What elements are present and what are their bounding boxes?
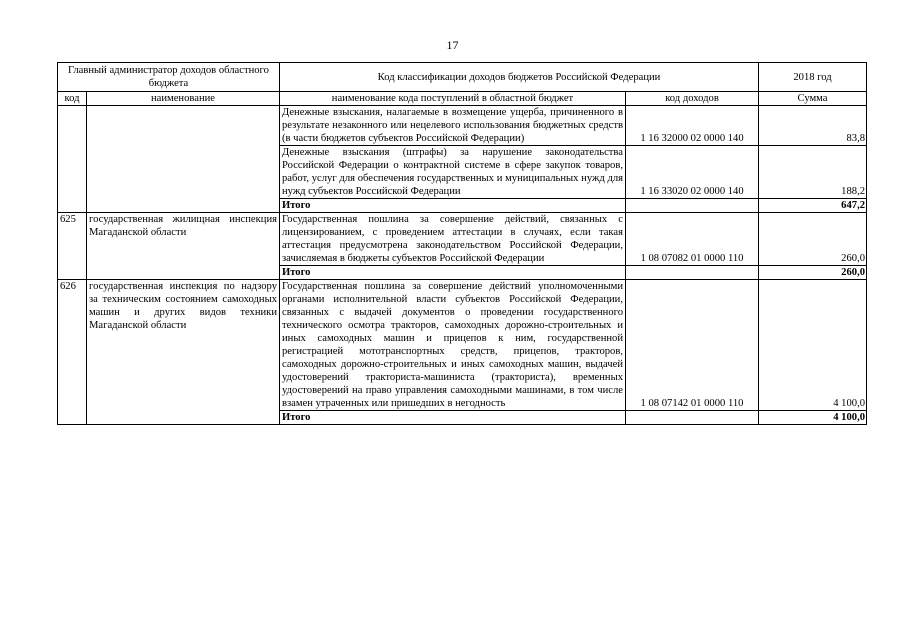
- income-sum: 4 100,0: [759, 280, 867, 411]
- admin-name-cell: государственная жилищная инспекция Магаданской области: [87, 213, 280, 280]
- income-sum: 188,2: [759, 146, 867, 199]
- income-code: 1 08 07082 01 0000 110: [626, 213, 759, 266]
- page-number: 17: [446, 38, 459, 52]
- total-sum: 260,0: [759, 266, 867, 280]
- income-code: 1 16 33020 02 0000 140: [626, 146, 759, 199]
- income-sum: 83,8: [759, 106, 867, 146]
- total-sum: 4 100,0: [759, 411, 867, 425]
- header-row-2: [58, 92, 867, 106]
- income-description: Денежные взыскания, налагаемые в возмещение ущерба, причиненного в результате незаконного или нецелевого использования бюджетных средств (в части бюджетов субъектов Российской Федерации): [280, 106, 626, 146]
- total-empty-cell: [626, 266, 759, 280]
- admin-code-cell: 625: [58, 213, 87, 280]
- total-label: Итого: [280, 266, 626, 280]
- admin-name-cell: [87, 106, 280, 213]
- table-row: [58, 280, 867, 411]
- col-code-header: код: [58, 92, 87, 106]
- total-label: Итого: [280, 411, 626, 425]
- classification-group-header: Код классификации доходов бюджетов Российской Федерации: [280, 63, 759, 92]
- income-description: Денежные взыскания (штрафы) за нарушение законодательства Российской Федерации о контрактной системе в сфере закупок товаров, работ, услуг для обеспечения государственных и муниципальных нужд для нужд субъектов Российской Федерации: [280, 146, 626, 199]
- year-header: 2018 год: [759, 63, 867, 92]
- income-code: 1 16 32000 02 0000 140: [626, 106, 759, 146]
- col-income-code-header: код доходов: [626, 92, 759, 106]
- header-row-1: [58, 63, 867, 92]
- table-row: [58, 213, 867, 266]
- col-sum-header: Сумма: [759, 92, 867, 106]
- total-sum: 647,2: [759, 199, 867, 213]
- income-code: 1 08 07142 01 0000 110: [626, 280, 759, 411]
- admin-group-header: Главный администратор доходов областного бюджета: [58, 63, 280, 92]
- income-description: Государственная пошлина за совершение действий уполномоченными органами исполнительной власти субъектов Российской Федерации, связанных с выдачей документов о проведении государственного технического осмотра тракторов, самоходных дорожно-строительных и иных самоходных машин и прицепов к ним, государственной регистрацией мототранспортных средств, прицепов, тракторов, самоходных дорожно-строительных и иных самоходных машин, выдачей удостоверений тракториста-машиниста (тракториста), временных удостоверений на право управления самоходными машинами, в том числе взамен утраченных или пришедших в негодность: [280, 280, 626, 411]
- income-table: [57, 62, 867, 425]
- total-empty-cell: [626, 411, 759, 425]
- admin-code-cell: [58, 106, 87, 213]
- admin-code-cell: 626: [58, 280, 87, 425]
- table-row: [58, 106, 867, 146]
- total-empty-cell: [626, 199, 759, 213]
- col-income-name-header: наименование кода поступлений в областной бюджет: [280, 92, 626, 106]
- income-sum: 260,0: [759, 213, 867, 266]
- col-name-header: наименование: [87, 92, 280, 106]
- total-label: Итого: [280, 199, 626, 213]
- income-description: Государственная пошлина за совершение действий, связанных с лицензированием, с проведением аттестации в случаях, если такая аттестация предусмотрена законодательством Российской Федерации, зачисляемая в бюджеты субъектов Российской Федерации: [280, 213, 626, 266]
- admin-name-cell: государственная инспекция по надзору за техническим состоянием самоходных машин и других видов техники Магаданской области: [87, 280, 280, 425]
